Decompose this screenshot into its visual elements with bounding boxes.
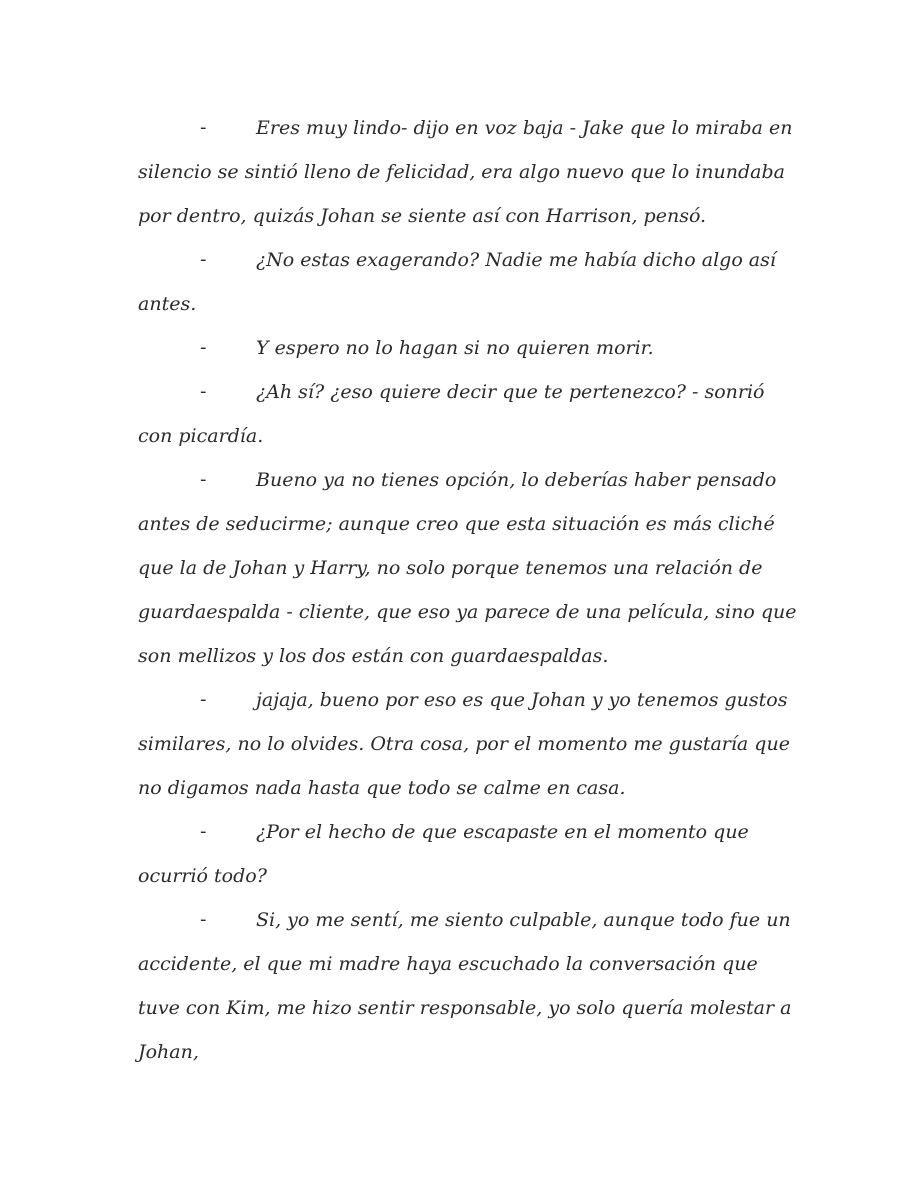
dialogue-paragraph xyxy=(138,898,803,1074)
dialogue-dash: - xyxy=(200,821,207,842)
dialogue-paragraph xyxy=(138,810,803,898)
dialogue-text: Y espero no lo hagan si no quieren morir. xyxy=(256,337,654,359)
dialogue-dash: - xyxy=(200,909,207,930)
dialogue-text: ¿Por el hecho de que escapaste en el momento que ocurrió todo? xyxy=(138,821,749,887)
dialogue-text: jajaja, bueno por eso es que Johan y yo tenemos gustos similares, no lo olvides. Otra cosa, por el momento me gustaría que no digamos nada hasta que todo se calme en casa. xyxy=(138,689,790,799)
dialogue-paragraph xyxy=(138,238,803,326)
dialogue-dash: - xyxy=(200,249,207,270)
dialogue-dash: - xyxy=(200,469,207,490)
dialogue-paragraph xyxy=(138,106,803,238)
dialogue-dash: - xyxy=(200,117,207,138)
dialogue-paragraph xyxy=(138,370,803,458)
document-body xyxy=(138,106,803,1074)
dialogue-paragraph xyxy=(138,458,803,678)
dialogue-dash: - xyxy=(200,689,207,710)
dialogue-dash: - xyxy=(200,381,207,402)
dialogue-dash: - xyxy=(200,337,207,358)
dialogue-paragraph xyxy=(138,678,803,810)
dialogue-paragraph xyxy=(138,326,803,370)
dialogue-text: ¿Ah sí? ¿eso quiere decir que te pertenezco? - sonrió con picardía. xyxy=(138,381,765,447)
dialogue-text: Bueno ya no tienes opción, lo deberías haber pensado antes de seducirme; aunque creo que esta situación es más cliché que la de Johan y Harry, no solo porque tenemos una relación de guardaespalda - cliente, que eso ya parece de una película, sino que son mellizos y los dos están con guardaespaldas. xyxy=(138,469,797,667)
dialogue-text: ¿No estas exagerando? Nadie me había dicho algo así antes. xyxy=(138,249,776,315)
dialogue-text: Si, yo me sentí, me siento culpable, aunque todo fue un accidente, el que mi madre haya escuchado la conversación que tuve con Kim, me hizo sentir responsable, yo solo quería molestar a Johan, xyxy=(138,909,792,1063)
dialogue-text: Eres muy lindo- dijo en voz baja - Jake que lo miraba en silencio se sintió lleno de felicidad, era algo nuevo que lo inundaba por dentro, quizás Johan se siente así con Harrison, pensó. xyxy=(138,117,793,227)
